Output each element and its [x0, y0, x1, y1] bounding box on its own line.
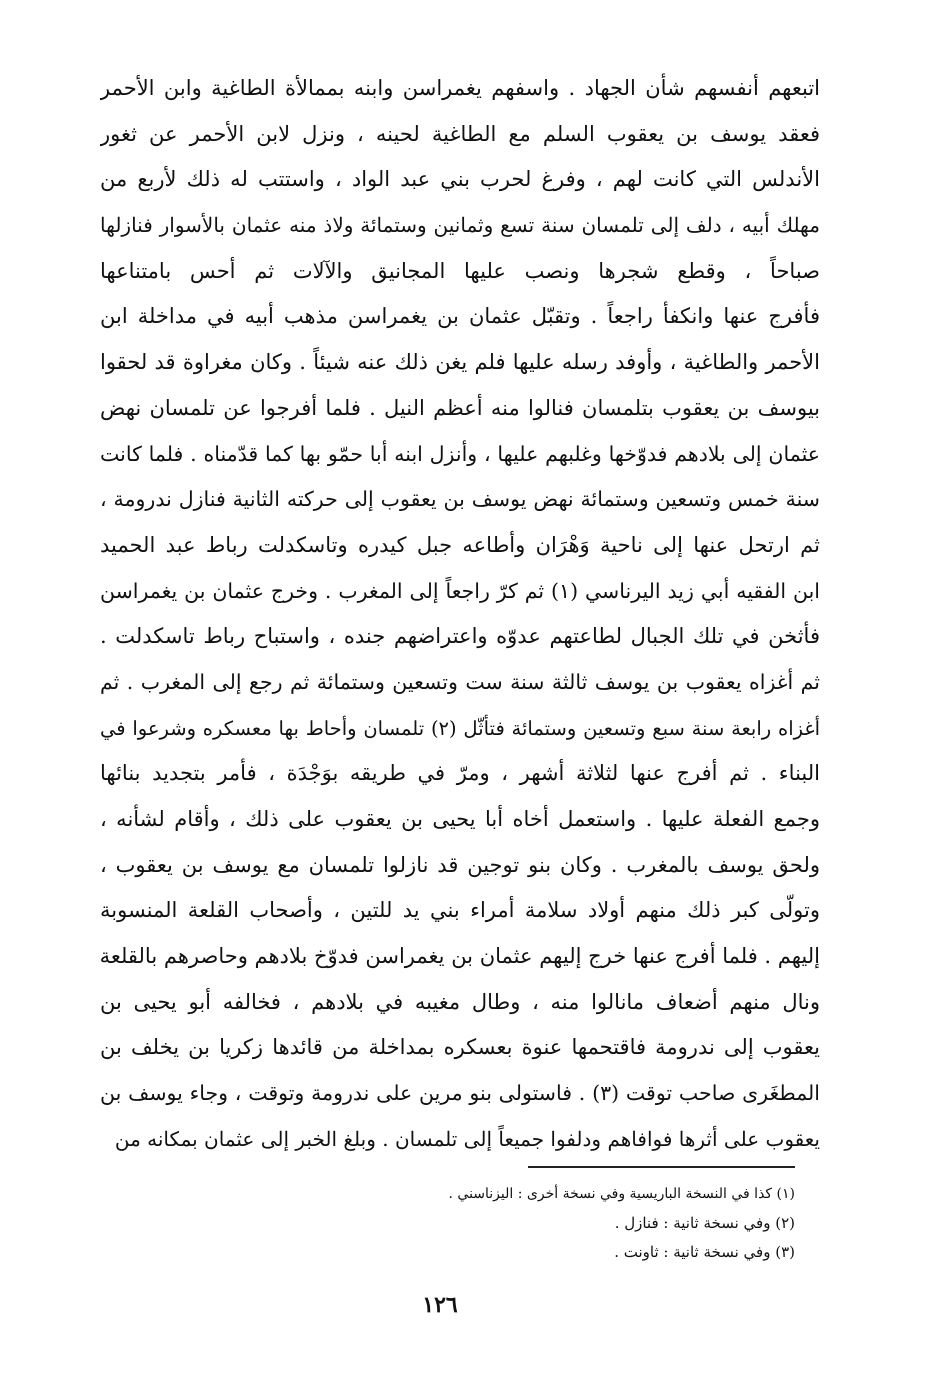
text-line: يعقوب على أثرها فوافاهم ودلفوا جميعاً إلى تلمسان . وبلغ الخبر إلى عثمان بمكانه من: [114, 1126, 820, 1151]
text-line: سنة خمس وتسعين وستمائة نهض يوسف بن يعقوب إلى حركته الثانية فنازل ندرومة ،: [100, 487, 820, 512]
text-line: ثم ارتحل عنها إلى ناحية وَهْرَان وأطاعه جبل كيدره وتاسكدلت رباط عبد الحميد: [100, 532, 820, 557]
text-line: فأثخن في تلك الجبال لطاعتهم عدوّه واعتراضهم جنده ، واستباح رباط تاسكدلت .: [100, 624, 820, 649]
text-line: أغزاه رابعة سنة سبع وتسعين وستمائة فتأثّل (٢) تلمسان وأحاط بها معسكره وشرعوا في: [100, 716, 820, 740]
text-line: البناء . ثم أفرج عنها لثلاثة أشهر ، ومرّ في طريقه بوَجْدَة ، فأمر بتجديد بنائها: [100, 761, 820, 786]
text-line: ثم أغزاه يعقوب بن يوسف ثالثة سنة ست وتسعين وستمائة ثم رجع إلى المغرب . ثم: [100, 669, 820, 694]
footnotes: [440, 1180, 795, 1267]
text-line: ولحق يوسف بالمغرب . وكان بنو توجين قد نازلوا تلمسان مع يوسف بن يعقوب ،: [100, 852, 820, 877]
text-line: فأفرج عنها وانكفأ راجعاً . وتقبّل عثمان بن يغمراسن مذهب أبيه في مداخلة ابن: [100, 304, 820, 329]
text-line: الأندلس التي كانت لهم ، وفرغ لحرب بني عبد الواد ، واستتب له ذلك لأربع من: [100, 167, 820, 192]
text-line: بيوسف بن يعقوب بتلمسان فنالوا منه أعظم النيل . فلما أفرجوا عن تلمسان نهض: [100, 395, 820, 420]
page-number: ١٢٦: [422, 1292, 458, 1318]
text-line: المطغَرى صاحب توقت (٣) . فاستولى بنو مرين على ندرومة وتوقت ، وجاء يوسف بن: [100, 1081, 820, 1106]
footnote: (٣) وفي نسخة ثانية : ثاونت .: [614, 1243, 795, 1261]
text-line: عثمان إلى بلادهم فدوّخها وغلبهم عليها ، وأنزل ابنه أبا حمّو بها كما قدّمناه . فلما كانت: [100, 441, 820, 466]
text-line: فعقد يوسف بن يعقوب السلم مع الطاغية لحينه ، ونزل لابن الأحمر عن ثغور: [100, 121, 820, 146]
text-line: صباحاً ، وقطع شجرها ونصب عليها المجانيق والآلات ثم أحس بامتناعها: [100, 258, 820, 283]
body-text: [100, 66, 820, 1163]
text-line: وتولّى كبر ذلك منهم أولاد سلامة أمراء بني يد للتين ، وأصحاب القلعة المنسوبة: [100, 898, 820, 923]
text-line: اتبعهم أنفسهم شأن الجهاد . واسفهم يغمراسن وابنه بممالأة الطاغية وابن الأحمر: [100, 76, 820, 100]
text-line: يعقوب إلى ندرومة فاقتحمها عنوة بعسكره بمداخلة من قائدها زكريا بن يخلف بن: [100, 1035, 820, 1060]
text-line: ونال منهم أضعاف مانالوا منه ، وطال مغيبه في بلادهم ، فخالفه أبو يحيى بن: [100, 989, 820, 1014]
footnote: (٢) وفي نسخة ثانية : فنازل .: [614, 1214, 795, 1232]
text-line: مهلك أبيه ، دلف إلى تلمسان سنة تسع وثمانين وستمائة ولاذ منه عثمان بالأسوار فنازلها: [100, 213, 820, 238]
footnote: (١) كذا في النسخة الباريسية وفي نسخة أخرى : اليزناسني .: [448, 1186, 795, 1202]
text-line: وجمع الفعلة عليها . واستعمل أخاه أبا يحيى بن يعقوب على ذلك ، وأقام لشأنه ،: [100, 807, 820, 831]
footnote-separator: [528, 1166, 795, 1168]
text-line: إليهم . فلما أفرج عنها خرج إليهم عثمان بن يغمراسن فدوّخ بلادهم وحاصرهم بالقلعة: [100, 944, 820, 969]
text-line: ابن الفقيه أبي زيد اليرناسي (١) ثم كرّ راجعاً إلى المغرب . وخرج عثمان بن يغمراسن: [100, 578, 820, 603]
text-line: الأحمر والطاغية ، وأوفد رسله عليها فلم يغن ذلك عنه شيئاً . وكان مغراوة قد لحقوا: [100, 350, 820, 375]
